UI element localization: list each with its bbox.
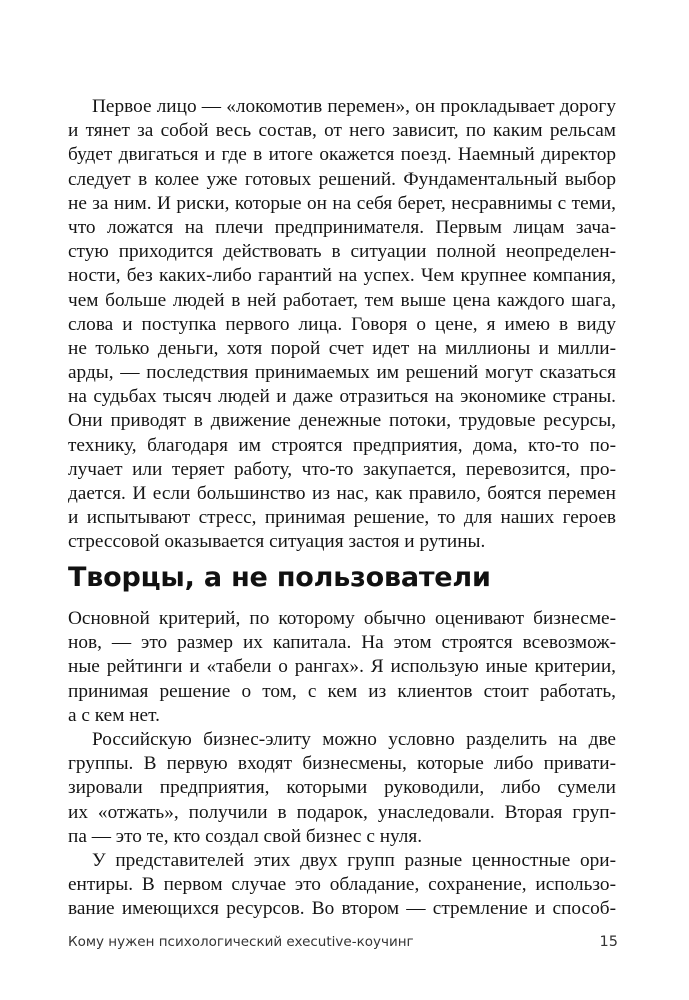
text-line: лучает или теряет работу, что-то закупается, перевозится, про- [68, 458, 616, 480]
text-line: ности, без каких-либо гарантий на успех. Чем крупнее компания, [68, 265, 616, 287]
body-paragraph [68, 849, 616, 922]
text-line: группы. В первую входят бизнесмены, которые либо привати- [68, 753, 616, 775]
text-line: Российскую бизнес-элиту можно условно разделить на две [92, 728, 616, 750]
text-line: арды, — последствия принимаемых им решений могут сказаться [68, 362, 616, 384]
text-line: следует в колее уже готовых решений. Фундаментальный выбор [68, 168, 616, 190]
text-line: ентиры. В первом случае это обладание, сохранение, использо- [68, 874, 616, 896]
text-line: а с кем нет. [68, 704, 160, 726]
text-line: и тянет за собой весь состав, от него зависит, по каким рельсам [68, 120, 616, 142]
body-paragraph [68, 607, 616, 728]
text-line: принимая решение о том, с кем из клиентов стоит работать, [68, 680, 616, 702]
text-line: Основной критерий, по которому обычно оценивают бизнесме- [68, 608, 616, 629]
text-line: нов, — это размер их капитала. На этом строятся всевозмож- [68, 632, 616, 654]
text-line: вание имеющихся ресурсов. Во втором — стремление и способ- [68, 898, 616, 920]
running-title: Кому нужен психологический executive-коучинг [68, 934, 414, 950]
text-line: зировали предприятия, которыми руководили, либо сумели [68, 777, 616, 799]
text-line: их «отжать», получили в подарок, унаследовали. Вторая груп- [68, 801, 616, 823]
text-line: слова и поступка первого лица. Говоря о цене, я имею в виду [68, 313, 616, 335]
section-body [68, 607, 616, 921]
text-line: па — это те, кто создал свой бизнес с нуля. [68, 825, 423, 847]
text-line: на судьбах тысяч людей и даже отразиться на экономике страны. [68, 386, 616, 408]
text-line: Они приводят в движение денежные потоки, трудовые ресурсы, [68, 410, 616, 432]
section-heading: Творцы, а не пользователи [68, 562, 491, 593]
text-line: не только деньги, хотя порой счет идет на миллионы и милли- [68, 337, 616, 359]
text-line: не за ним. И риски, которые он на себя берет, несравнимы с теми, [68, 192, 616, 214]
page-number: 15 [599, 934, 618, 950]
body-paragraph [68, 95, 616, 555]
text-line: стрессовой оказывается ситуация застоя и рутины. [68, 531, 486, 553]
text-line: чем больше людей в ней работает, тем выше цена каждого шага, [68, 289, 616, 311]
text-line: и испытывают стресс, принимая решение, то для наших героев [68, 507, 616, 529]
text-line: технику, благодаря им строятся предприятия, дома, кто-то по- [68, 434, 616, 456]
body-paragraph [68, 728, 616, 849]
page-footer [68, 934, 618, 954]
text-line: Первое лицо — «локомотив перемен», он прокладывает дорогу [92, 96, 616, 117]
text-line: что ложатся на плечи предпринимателя. Первым лицам зача- [68, 216, 616, 238]
text-line: стую приходится действовать в ситуации полной неопределен- [68, 241, 616, 263]
text-line: ные рейтинги и «табели о рангах». Я использую иные критерии, [68, 656, 616, 678]
text-line: У представителей этих двух групп разные ценностные ори- [92, 849, 616, 871]
text-line: будет двигаться и где в итоге окажется поезд. Наемный директор [68, 144, 616, 166]
text-line: дается. И если большинство из нас, как правило, боятся перемен [68, 483, 616, 504]
